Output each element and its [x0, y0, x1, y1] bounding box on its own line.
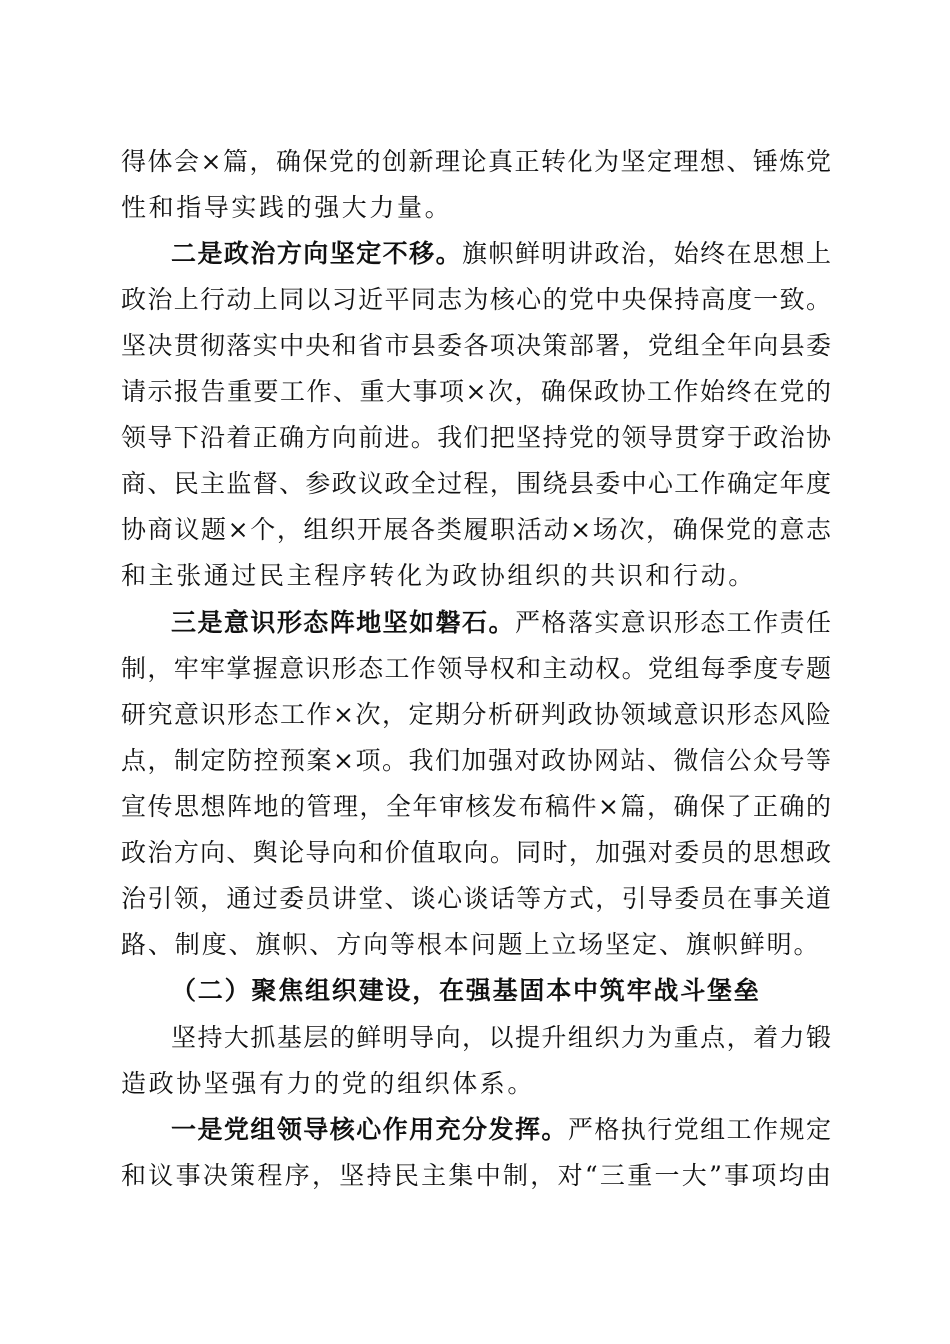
paragraph-line: 治引领，通过委员讲堂、谈心谈话等方式，引导委员在事关道	[121, 884, 831, 913]
paragraph-line: 造政协坚强有力的党的组织体系。	[121, 1069, 536, 1098]
paragraph-line: 请示报告重要工作、重大事项×次，确保政协工作始终在党的	[121, 377, 831, 406]
paragraph-line: 协商议题×个，组织开展各类履职活动×场次，确保党的意志	[121, 515, 831, 544]
paragraph-line: 和议事决策程序，坚持民主集中制，对“三重一大”事项均由	[121, 1161, 831, 1190]
paragraph-line: 商、民主监督、参政议政全过程，围绕县委中心工作确定年度	[121, 469, 831, 498]
paragraph-line: 政治方向、舆论导向和价值取向。同时，加强对委员的思想政	[121, 838, 831, 867]
section-heading: （二）聚焦组织建设，在强基固本中筑牢战斗堡垒	[171, 976, 761, 1005]
paragraph-line: 坚决贯彻落实中央和省市县委各项决策部署，党组全年向县委	[121, 331, 831, 360]
paragraph-text: 旗帜鲜明讲政治，始终在思想上	[462, 239, 831, 268]
paragraph-line: 点，制定防控预案×项。我们加强对政协网站、微信公众号等	[121, 746, 831, 775]
paragraph-line: 得体会×篇，确保党的创新理论真正转化为坚定理想、锤炼党	[121, 147, 831, 176]
paragraph-text: 严格执行党组工作规定	[567, 1115, 831, 1144]
paragraph-first-line	[171, 231, 831, 277]
paragraph-first-line	[171, 1107, 831, 1153]
paragraph-line: 研究意识形态工作×次，定期分析研判政协领域意识形态风险	[121, 700, 831, 729]
paragraph-line: 性和指导实践的强大力量。	[121, 193, 453, 222]
paragraph-heading: 二是政治方向坚定不移。	[171, 239, 463, 268]
paragraph-line: 政治上行动上同以习近平同志为核心的党中央保持高度一致。	[121, 285, 831, 314]
paragraph-first-line: 坚持大抓基层的鲜明导向，以提升组织力为重点，着力锻	[171, 1023, 831, 1052]
paragraph-line: 领导下沿着正确方向前进。我们把坚持党的领导贯穿于政治协	[121, 423, 831, 452]
paragraph-heading: 一是党组领导核心作用充分发挥。	[171, 1115, 568, 1144]
paragraph-line: 路、制度、旗帜、方向等根本问题上立场坚定、旗帜鲜明。	[121, 930, 821, 959]
paragraph-text: 严格落实意识形态工作责任	[514, 608, 831, 637]
paragraph-line: 制，牢牢掌握意识形态工作领导权和主动权。党组每季度专题	[121, 654, 831, 683]
paragraph-first-line	[171, 600, 831, 646]
paragraph-heading: 三是意识形态阵地坚如磐石。	[171, 608, 515, 637]
paragraph-line: 和主张通过民主程序转化为政协组织的共识和行动。	[121, 561, 756, 590]
paragraph-line: 宣传思想阵地的管理，全年审核发布稿件×篇，确保了正确的	[121, 792, 831, 821]
